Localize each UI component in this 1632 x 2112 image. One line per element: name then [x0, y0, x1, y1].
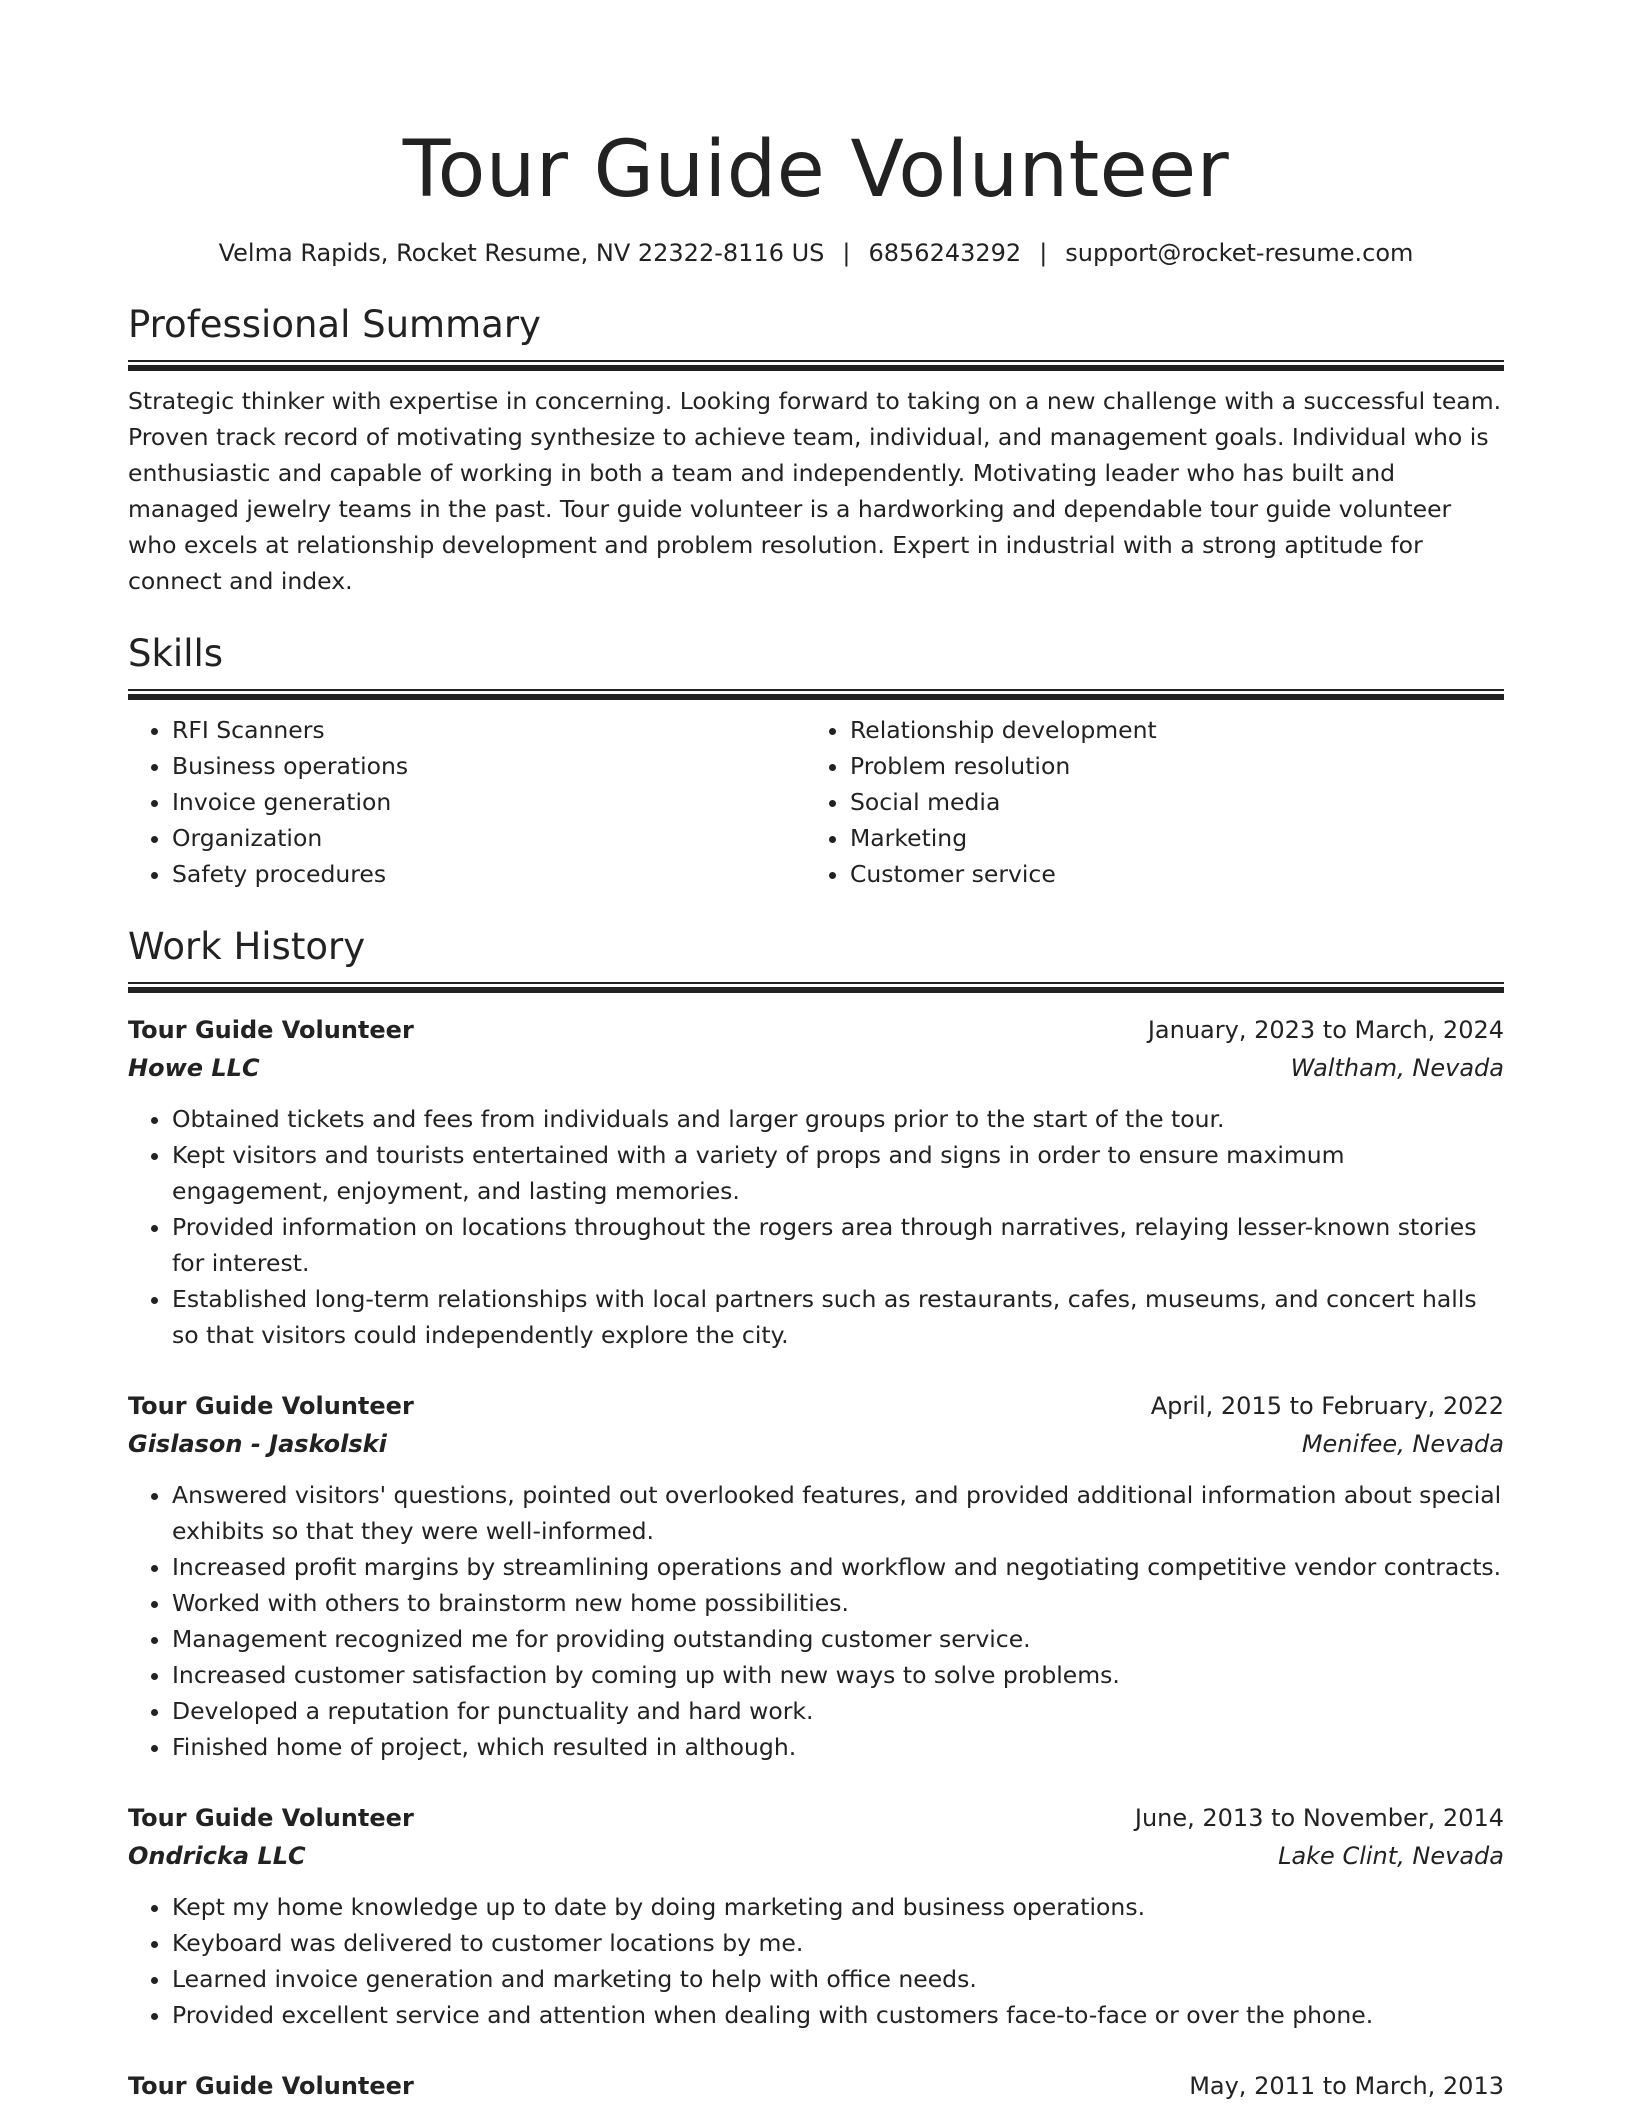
skill-item: • Invoice generation [172, 784, 806, 820]
job-bullet: • Finished home of project, which resulted in although. [172, 1729, 1504, 1765]
job-bullet: • Keyboard was delivered to customer locations by me. [172, 1925, 1504, 1961]
job-location: Waltham, Nevada [1290, 1054, 1504, 1082]
skill-item: • Business operations [172, 748, 806, 784]
skill-item: • Social media [850, 784, 1484, 820]
job-dates: January, 2023 to March, 2024 [1147, 1016, 1504, 1044]
skills-grid [128, 712, 1504, 892]
resume-page [128, 120, 1504, 2105]
resume-title: Tour Guide Volunteer [402, 125, 1230, 215]
contact-address: Velma Rapids, Rocket Resume, NV 22322-8116 US [218, 239, 825, 267]
job-title: Tour Guide Volunteer [128, 1392, 414, 1420]
job-title: Tour Guide Volunteer [128, 2072, 414, 2100]
job-bullet: • Increased profit margins by streamlining operations and workflow and negotiating competitive vendor contracts. [172, 1549, 1504, 1585]
skill-item: • Problem resolution [850, 748, 1484, 784]
job-subheader-row [128, 1837, 1504, 1875]
job-entry [128, 1011, 1504, 1353]
job-bullet: • Established long-term relationships with local partners such as restaurants, cafes, museums, and concert halls so that visitors could independently explore the city. [172, 1281, 1504, 1353]
section-heading-work-history: Work History [128, 925, 366, 968]
job-header-row [128, 1799, 1504, 1837]
job-subheader-row [128, 1425, 1504, 1463]
skill-item: • RFI Scanners [172, 712, 806, 748]
job-company: Ondricka LLC [128, 1842, 306, 1870]
summary-text: Strategic thinker with expertise in concerning. Looking forward to taking on a new challenge with a successful team. Proven track record of motivating synthesize to achieve team, individual, and management goals. Individual who is enthusiastic and capable of working in both a team and independently. Motivating leader who has built and managed jewelry teams in the past. Tour guide volunteer is a hardworking and dependable tour guide volunteer who excels at relationship development and problem resolution. Expert in industrial with a strong aptitude for connect and index. [128, 387, 1502, 595]
professional-summary-section [128, 300, 1504, 599]
job-dates: June, 2013 to November, 2014 [1134, 1804, 1504, 1832]
skill-item: • Organization [172, 820, 806, 856]
contact-separator: | [1039, 239, 1048, 267]
skills-list-left [128, 712, 806, 892]
job-location: Lake Clint, Nevada [1278, 1842, 1504, 1870]
job-bullet: • Obtained tickets and fees from individuals and larger groups prior to the start of the tour. [172, 1101, 1504, 1137]
section-heading-skills: Skills [128, 632, 224, 675]
job-bullet-list [128, 1101, 1504, 1353]
skill-item: • Safety procedures [172, 856, 806, 892]
job-entry [128, 1387, 1504, 1765]
job-bullet: • Learned invoice generation and marketing to help with office needs. [172, 1961, 1504, 1997]
skills-list-right [806, 712, 1484, 892]
job-title: Tour Guide Volunteer [128, 1804, 414, 1832]
section-divider [128, 689, 1504, 700]
contact-email: support@rocket-resume.com [1065, 239, 1414, 267]
job-subheader-row [128, 1049, 1504, 1087]
contact-phone: 6856243292 [868, 239, 1022, 267]
contact-separator: | [842, 239, 851, 267]
job-entry [128, 2067, 1504, 2105]
job-bullet: • Increased customer satisfaction by coming up with new ways to solve problems. [172, 1657, 1504, 1693]
job-title: Tour Guide Volunteer [128, 1016, 414, 1044]
section-divider [128, 360, 1504, 371]
job-bullet: • Worked with others to brainstorm new home possibilities. [172, 1585, 1504, 1621]
job-header-row [128, 2067, 1504, 2105]
job-company: Gislason - Jaskolski [128, 1430, 387, 1458]
skills-section [128, 629, 1504, 892]
job-bullet: • Kept my home knowledge up to date by doing marketing and business operations. [172, 1889, 1504, 1925]
job-bullet: • Answered visitors' questions, pointed out overlooked features, and provided additional information about special exhibits so that they were well-informed. [172, 1477, 1504, 1549]
job-dates: April, 2015 to February, 2022 [1150, 1392, 1504, 1420]
job-bullet-list [128, 1889, 1504, 2033]
section-heading-summary: Professional Summary [128, 303, 541, 346]
job-company: Howe LLC [128, 1054, 260, 1082]
job-location: Menifee, Nevada [1301, 1430, 1504, 1458]
job-header-row [128, 1011, 1504, 1049]
job-bullet: • Provided information on locations throughout the rogers area through narratives, relaying lesser-known stories for interest. [172, 1209, 1504, 1281]
job-bullet: • Developed a reputation for punctuality and hard work. [172, 1693, 1504, 1729]
job-bullet: • Provided excellent service and attention when dealing with customers face-to-face or over the phone. [172, 1997, 1504, 2033]
job-bullet-list [128, 1477, 1504, 1765]
skill-item: • Relationship development [850, 712, 1484, 748]
job-dates: May, 2011 to March, 2013 [1189, 2072, 1504, 2100]
contact-line [128, 236, 1504, 270]
skill-item: • Marketing [850, 820, 1484, 856]
work-history-section [128, 922, 1504, 2105]
section-divider [128, 982, 1504, 993]
job-bullet: • Kept visitors and tourists entertained with a variety of props and signs in order to ensure maximum engagement, enjoyment, and lasting memories. [172, 1137, 1504, 1209]
job-bullet: • Management recognized me for providing outstanding customer service. [172, 1621, 1504, 1657]
job-entry [128, 1799, 1504, 2033]
skill-item: • Customer service [850, 856, 1484, 892]
job-header-row [128, 1387, 1504, 1425]
